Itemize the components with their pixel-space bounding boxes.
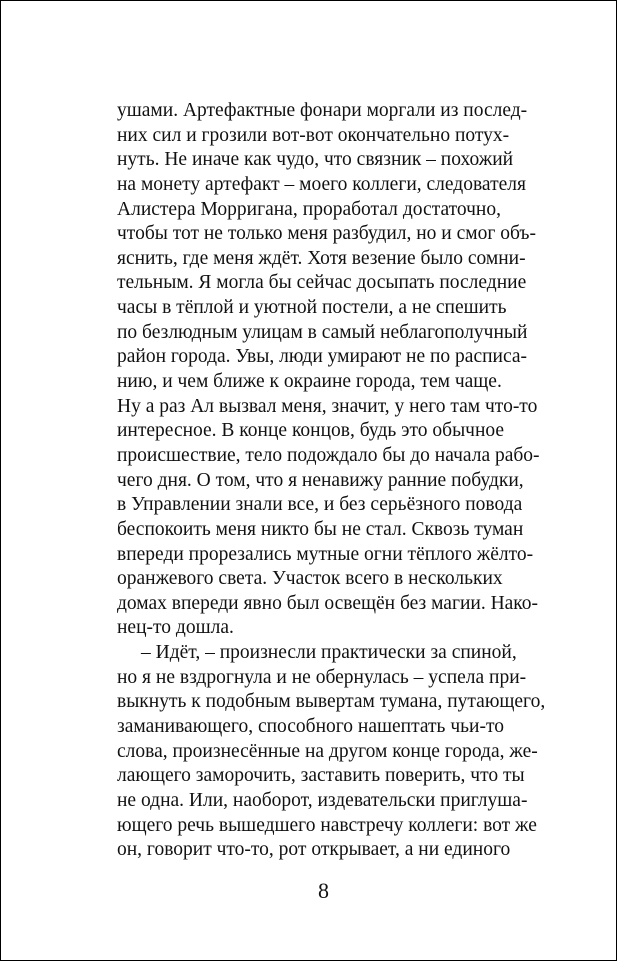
- text-line: в Управлении знали все, и без серьёзного повода: [117, 494, 523, 516]
- text-line: нец-то дошла.: [117, 617, 234, 639]
- text-line: – Идёт, – произнесли практически за спиной,: [141, 642, 517, 664]
- text-line: домах впереди явно был освещён без магии. Нако-: [117, 592, 539, 614]
- page-number: 8: [318, 878, 329, 903]
- text-line: яснить, где меня ждёт. Хотя везение было сомни-: [117, 247, 526, 269]
- text-line: ющего речь вышедшего навстречу коллеги: вот же: [117, 814, 537, 836]
- text-line: впереди прорезались мутные огни тёплого жёлто-: [117, 543, 534, 565]
- text-line: он, говорит что-то, рот открывает, а ни единого: [117, 839, 511, 861]
- text-line: нуть. Не иначе как чудо, что связник – похожий: [117, 149, 514, 171]
- text-line: происшествие, тело подождало бы до начала рабо-: [117, 444, 540, 466]
- text-line: район города. Увы, люди умирают не по расписа-: [117, 346, 528, 368]
- text-line: оранжевого света. Участок всего в нескольких: [117, 568, 503, 590]
- text-line: выкнуть к подобным вывертам тумана, путающего,: [117, 691, 546, 713]
- text-line: тельным. Я могла бы сейчас досыпать последние: [117, 272, 527, 294]
- text-line: лающего заморочить, заставить поверить, что ты: [117, 765, 525, 787]
- body-text: [117, 99, 546, 863]
- text-line: часы в тёплой и уютной постели, а не спешить: [117, 297, 507, 319]
- text-line: не одна. Или, наоборот, издевательски приглуша-: [117, 789, 528, 811]
- text-line: Алистера Морригана, проработал достаточно,: [117, 198, 501, 220]
- text-line: заманивающего, способного нашептать чьи-то: [117, 716, 504, 738]
- text-line: на монету артефакт – моего коллеги, следователя: [117, 173, 526, 195]
- text-line: чтобы тот не только меня разбудил, но и смог объ-: [117, 223, 537, 245]
- text-line: по безлюдным улицам в самый неблагополучный: [117, 321, 528, 343]
- text-line: нию, и чем ближе к окраине города, тем чаще.: [117, 371, 502, 393]
- text-line: ушами. Артефактные фонари моргали из послед-: [117, 100, 528, 121]
- text-line: но я не вздрогнула и не обернулась – успела при-: [117, 666, 527, 688]
- text-line: интересное. В конце концов, будь это обычное: [117, 420, 505, 442]
- text-line: них сил и грозили вот-вот окончательно потух-: [117, 124, 510, 146]
- text-line: слова, произнесённые на другом конце города, же-: [117, 740, 538, 762]
- text-line: чего дня. О том, что я ненавижу ранние побудки,: [117, 469, 524, 491]
- text-line: Ну а раз Ал вызвал меня, значит, у него там что-то: [117, 395, 538, 417]
- text-line: беспокоить меня никто бы не стал. Сквозь туман: [117, 518, 524, 540]
